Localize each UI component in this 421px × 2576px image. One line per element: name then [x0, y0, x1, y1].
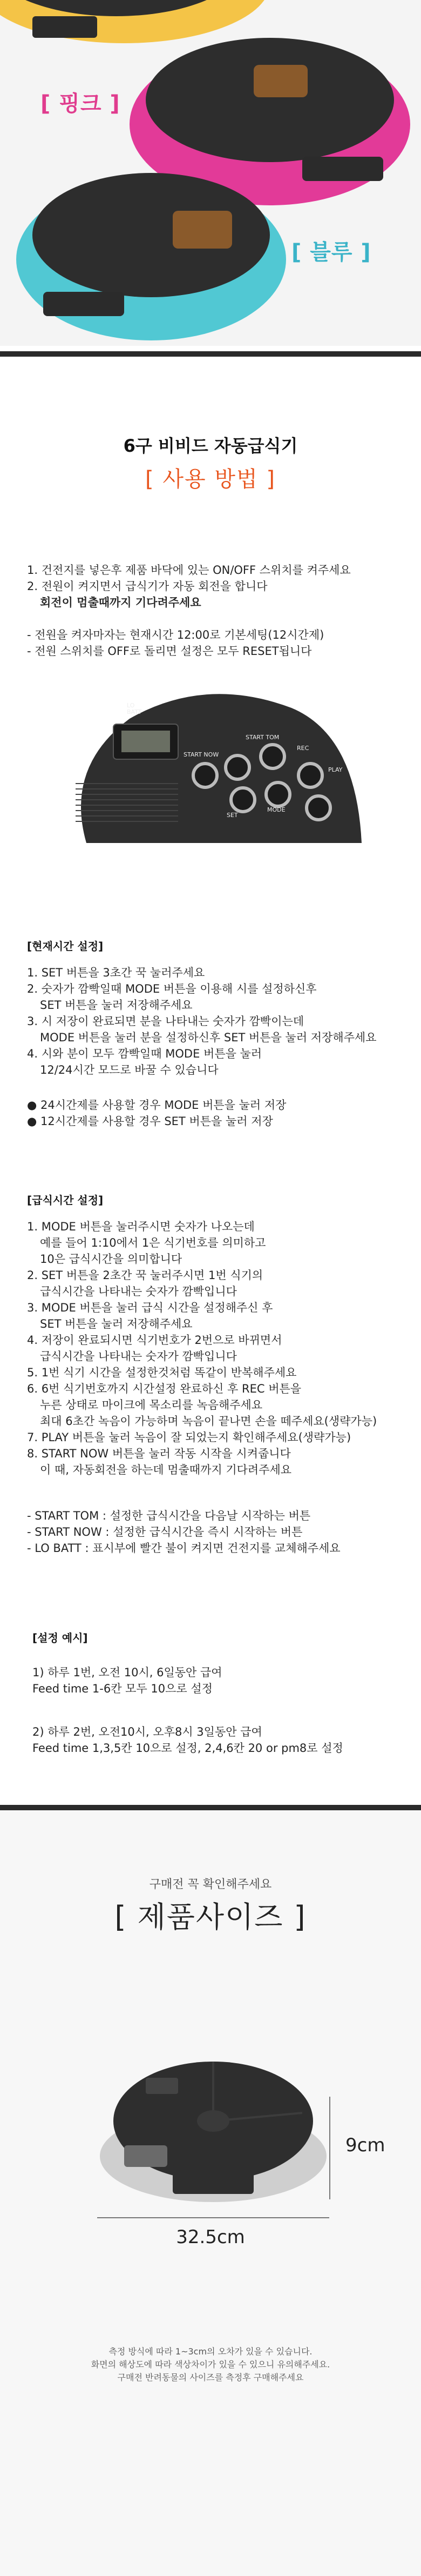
- size-section: [0, 1810, 421, 2576]
- def-lo-batt: - LO BATT : 표시부에 빨간 불이 켜지면 건전지를 교체해주세요: [27, 1542, 341, 1555]
- blue-feeder-food: [173, 211, 232, 249]
- meal-step-4: 4. 저장이 완료되시면 식기번호가 2번으로 바뀌면서: [27, 1334, 282, 1347]
- control-panel-svg: [65, 686, 367, 848]
- example-1-line-a: 1) 하루 1번, 오전 10시, 6일동안 급여: [32, 1666, 222, 1679]
- label-lo-batt: LO BATT: [127, 702, 142, 715]
- label-rec: REC: [297, 745, 309, 752]
- manual-subtitle: [ 사용 방법 ]: [145, 467, 276, 492]
- label-start-now: START NOW: [184, 751, 219, 758]
- meal-step-2b: 급식시간을 나타내는 숫자가 깜빡입니다: [40, 1285, 237, 1298]
- intro-line-1: 1. 건전지를 넣은후 제품 바닥에 있는 ON/OFF 스위치를 켜주세요: [27, 564, 351, 577]
- blue-feeder-panel: [43, 292, 124, 316]
- meal-step-6c: 최대 6초간 녹음이 가능하며 녹음이 끝나면 손을 떼주세요(생략가능): [40, 1415, 377, 1428]
- clock-step-1: 1. SET 버튼을 3초간 꾹 눌러주세요: [27, 966, 205, 979]
- example-2-line-a: 2) 하루 2번, 오전10시, 오후8시 3일동안 급여: [32, 1725, 262, 1738]
- example-heading: [설정 예시]: [32, 1631, 88, 1644]
- height-measure-line: [329, 2097, 330, 2199]
- footnote-line-3: 구매전 반려동물의 사이즈를 측정후 구매해주세요: [117, 2372, 304, 2383]
- meal-step-6: 6. 6번 식기번호까지 시간설정 완료하신 후 REC 버튼을: [27, 1382, 302, 1395]
- clock-bullets: [27, 1097, 399, 1129]
- hero-section: [0, 0, 421, 346]
- tag-pink: [ 핑크 ]: [40, 91, 120, 116]
- definitions-block: [27, 1508, 399, 1556]
- clock-step-4b: 12/24시간 모드로 바꿀 수 있습니다: [40, 1063, 219, 1076]
- clock-step-2: 2. 숫자가 깜빡일때 MODE 버튼을 이용해 시를 설정하신후: [27, 982, 317, 995]
- meal-step-5: 5. 1번 식기 시간을 설정한것처럼 똑같이 반복해주세요: [27, 1366, 297, 1379]
- meal-step-1b: 예를 들어 1:10에서 1은 식기번호를 의미하고: [40, 1236, 266, 1249]
- example-1: [32, 1664, 405, 1697]
- def-start-tom: - START TOM : 설정한 급식시간을 다음날 시작하는 버튼: [27, 1509, 311, 1522]
- def-start-now: - START NOW : 설정한 급식시간을 즉시 시작하는 버튼: [27, 1525, 303, 1538]
- meal-heading: [급식시간 설정]: [27, 1194, 104, 1207]
- meal-steps: [27, 1219, 399, 1478]
- intro-line-3: 회전이 멈출때까지 기다려주세요: [40, 596, 201, 609]
- footnote-line-1: 측정 방식에 따라 1~3cm의 오차가 있을 수 있습니다.: [108, 2346, 313, 2357]
- meal-step-1c: 10은 급식시간을 의미합니다: [40, 1253, 182, 1266]
- meal-step-8: 8. START NOW 버튼을 눌러 작동 시작을 시켜줍니다: [27, 1447, 291, 1460]
- width-measure-line: [97, 2217, 329, 2218]
- size-footnote: [0, 2345, 421, 2384]
- meal-step-1: 1. MODE 버튼을 눌러주시면 숫자가 나오는데: [27, 1220, 255, 1233]
- pink-feeder-lid: [146, 38, 394, 162]
- pink-feeder-panel: [302, 157, 383, 181]
- label-mode: MODE: [267, 806, 286, 813]
- clock-step-4: 4. 시와 분이 모두 깜빡일때 MODE 버튼을 눌러: [27, 1047, 262, 1060]
- clock-step-3: 3. 시 저장이 완료되면 분을 나타내는 숫자가 깜빡이는데: [27, 1015, 304, 1028]
- example-2: [32, 1724, 405, 1756]
- intro-line-2: 2. 전원이 켜지면서 급식기가 자동 회전을 합니다: [27, 580, 268, 593]
- yellow-feeder-panel: [32, 16, 97, 38]
- meal-step-4b: 급식시간을 나타내는 숫자가 깜빡입니다: [40, 1350, 237, 1363]
- manual-section: [0, 351, 421, 1810]
- meal-step-8b: 이 때, 자동회전을 하는데 멈출때까지 기다려주세요: [40, 1463, 292, 1476]
- notes-block: [27, 627, 399, 659]
- meal-step-3b: SET 버튼을 눌러 저장해주세요: [40, 1317, 193, 1330]
- width-measure-label: 32.5cm: [176, 2226, 245, 2248]
- manual-title: 6구 비비드 자동급식기: [123, 436, 298, 456]
- pink-feeder-food: [254, 65, 308, 97]
- tag-blue: [ 블루 ]: [291, 240, 371, 265]
- meal-step-2: 2. SET 버튼을 2초간 꾹 눌러주시면 1번 식기의: [27, 1269, 263, 1282]
- control-panel-image: [65, 686, 367, 848]
- size-feeder-svg: [97, 2048, 329, 2205]
- intro-block: [27, 562, 399, 611]
- height-measure-label: 9cm: [345, 2135, 385, 2156]
- note-line-2: - 전원 스위치를 OFF로 돌리면 설정은 모두 RESET됩니다: [27, 645, 312, 658]
- label-play: PLAY: [328, 766, 343, 773]
- meal-step-3: 3. MODE 버튼을 눌러 급식 시간을 설정해주신 후: [27, 1301, 273, 1314]
- example-1-line-b: Feed time 1-6칸 모두 10으로 설정: [32, 1682, 213, 1695]
- note-line-1: - 전원을 켜자마자는 현재시간 12:00로 기본세팅(12시간제): [27, 628, 324, 641]
- clock-bullet-2: ● 12시간제를 사용할 경우 SET 버튼을 눌러 저장: [27, 1115, 273, 1128]
- meal-step-6b: 누른 상태로 마이크에 목소리를 녹음해주세요: [40, 1399, 263, 1411]
- size-title: [ 제품사이즈 ]: [114, 1900, 307, 1934]
- clock-heading: [현재시간 설정]: [27, 940, 104, 953]
- size-feeder-image: [97, 2048, 329, 2205]
- clock-bullet-1: ● 24시간제를 사용할 경우 MODE 버튼을 눌러 저장: [27, 1099, 287, 1112]
- label-set: SET: [227, 812, 238, 819]
- size-pre-text: 구매전 꼭 확인해주세요: [149, 1878, 272, 1891]
- blue-feeder-lid: [32, 173, 270, 297]
- clock-step-3b: MODE 버튼을 눌러 분을 설정하신후 SET 버튼을 눌러 저장해주세요: [40, 1031, 377, 1044]
- footnote-line-2: 화면의 해상도에 따라 색상차이가 있을 수 있으니 유의해주세요.: [91, 2359, 330, 2370]
- clock-steps: [27, 965, 399, 1078]
- clock-step-2b: SET 버튼을 눌러 저장해주세요: [40, 999, 193, 1012]
- example-2-line-b: Feed time 1,3,5칸 10으로 설정, 2,4,6칸 20 or pm8로 설정: [32, 1742, 343, 1755]
- label-start-tom: START TOM: [246, 734, 280, 741]
- meal-step-7: 7. PLAY 버튼을 눌러 녹음이 잘 되었는지 확인해주세요(생략가능): [27, 1431, 351, 1444]
